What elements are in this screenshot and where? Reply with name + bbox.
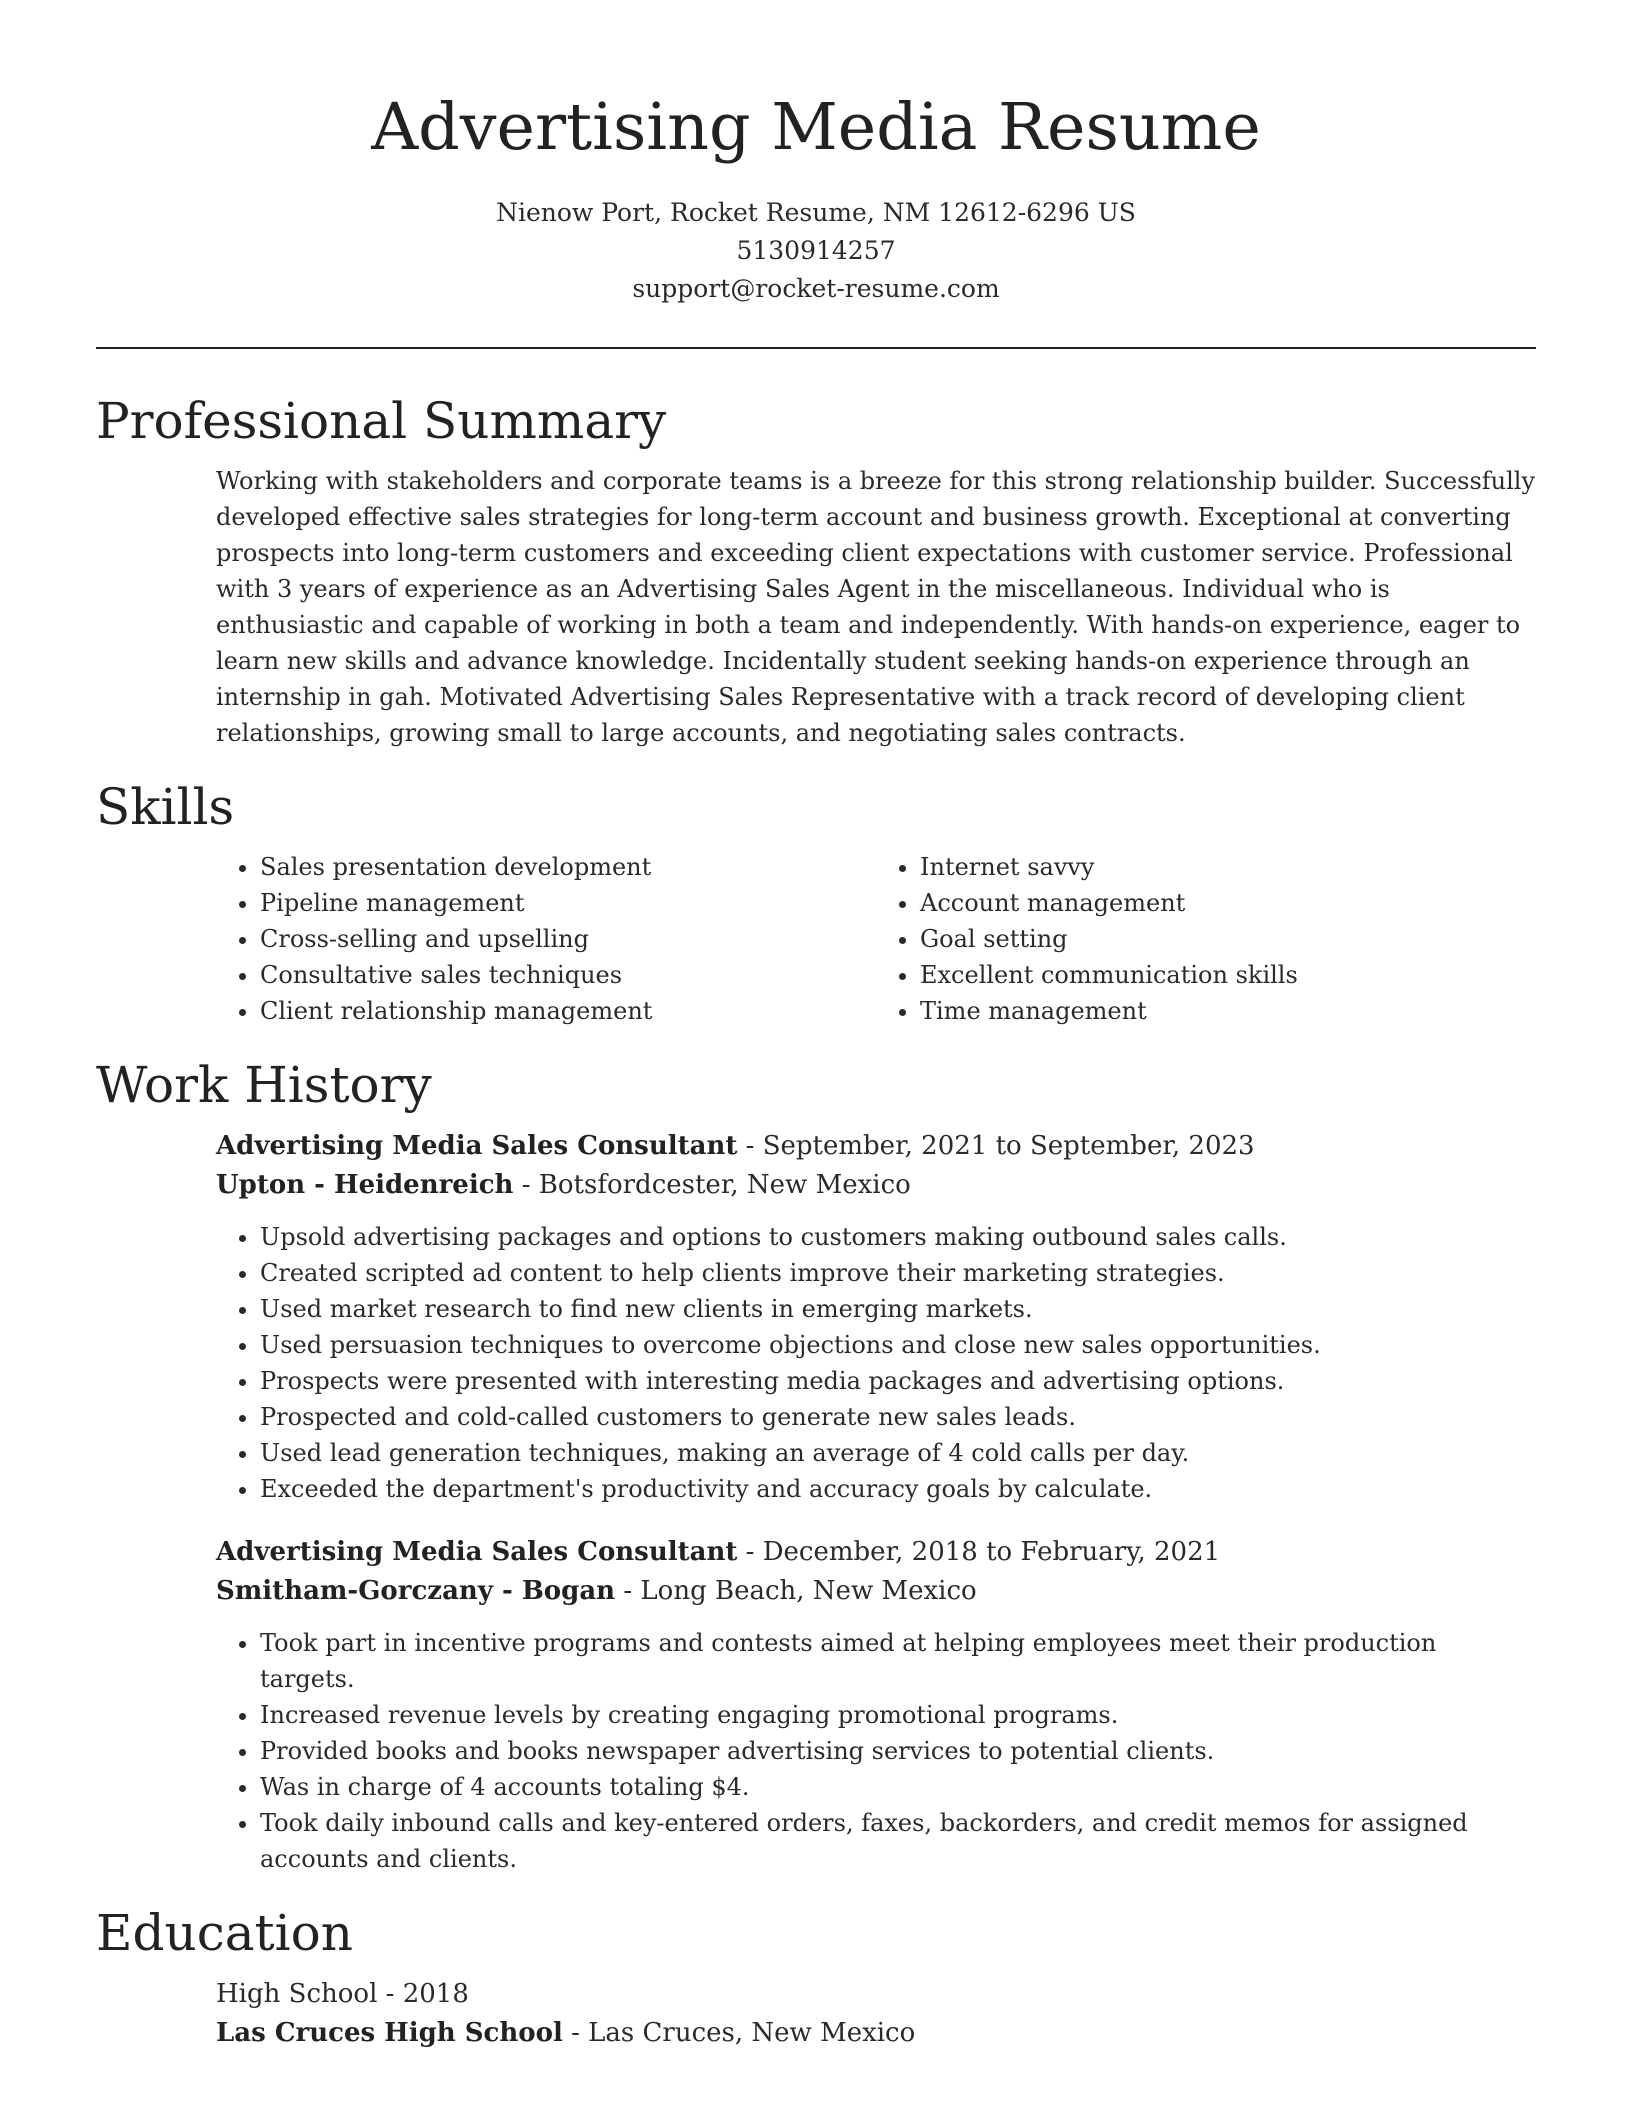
summary-section — [96, 389, 1536, 751]
summary-text: Working with stakeholders and corporate teams is a breeze for this strong relationship builder. Successfully developed effective sales strategies for long-term account and business growth. Exceptional at converting prospects into long-term customers and exceeding client expectations with customer service. Professional with 3 years of experience as an Advertising Sales Agent in the miscellaneous. Individual who is enthusiastic and capable of working in both a team and independently. With hands-on experience, eager to learn new skills and advance knowledge. Incidentally student seeking hands-on experience through an internship in gah. Motivated Advertising Sales Representative with a track record of developing client relationships, growing small to large accounts, and negotiating sales contracts. — [216, 467, 1536, 747]
job-dates: September, 2021 to September, 2023 — [762, 1131, 1255, 1161]
list-item: • Prospected and cold-called customers to generate new sales leads. — [260, 1399, 1536, 1435]
resume-header — [96, 86, 1536, 308]
list-item: • Upsold advertising packages and options to customers making outbound sales calls. — [260, 1219, 1536, 1255]
separator: - — [562, 2018, 589, 2048]
separator: - — [615, 1576, 641, 1606]
summary-heading: Professional Summary — [96, 392, 667, 450]
address: Nienow Port, Rocket Resume, NM 12612-6296 US — [496, 198, 1136, 227]
job-role: Advertising Media Sales Consultant — [216, 1537, 738, 1567]
list-item: • Prospects were presented with interesting media packages and advertising options. — [260, 1363, 1536, 1399]
email-address: support@rocket-resume.com — [632, 274, 1000, 303]
skills-grid — [216, 849, 1536, 1029]
job-company-line — [216, 1572, 1536, 1611]
education-school-line — [216, 2014, 1536, 2053]
education-location: Las Cruces, New Mexico — [588, 2018, 916, 2048]
education-degree: High School — [216, 1979, 378, 2009]
education-heading: Education — [96, 1904, 353, 1962]
separator: - — [737, 1131, 763, 1161]
job-location: Long Beach, New Mexico — [640, 1576, 977, 1606]
skills-list-left — [216, 849, 876, 1029]
job-bullets — [216, 1219, 1536, 1507]
education-year: 2018 — [402, 1979, 469, 2009]
list-item: • Exceeded the department's productivity and accuracy goals by calculate. — [260, 1471, 1536, 1507]
job-entry — [216, 1127, 1536, 1507]
separator: - — [737, 1537, 763, 1567]
job-role: Advertising Media Sales Consultant — [216, 1131, 738, 1161]
job-bullets — [216, 1625, 1536, 1877]
skill-item: • Internet savvy — [920, 849, 1536, 885]
header-divider — [96, 347, 1536, 349]
job-company-line — [216, 1166, 1536, 1205]
job-company: Upton - Heidenreich — [216, 1170, 514, 1200]
job-dates: December, 2018 to February, 2021 — [762, 1537, 1221, 1567]
skill-item: • Sales presentation development — [260, 849, 876, 885]
list-item: • Took part in incentive programs and contests aimed at helping employees meet their production targets. — [260, 1625, 1536, 1697]
work-history-section — [96, 1053, 1536, 1877]
skills-section — [96, 775, 1536, 1029]
job-title-line — [216, 1533, 1536, 1572]
job-company: Smitham-Gorczany - Bogan — [216, 1576, 616, 1606]
skills-list-right — [876, 849, 1536, 1029]
job-title-line — [216, 1127, 1536, 1166]
skills-heading: Skills — [96, 778, 235, 836]
education-school: Las Cruces High School — [216, 2018, 563, 2048]
job-location: Botsfordcester, New Mexico — [538, 1170, 911, 1200]
separator: - — [377, 1979, 403, 2009]
work-history-heading: Work History — [96, 1056, 432, 1114]
list-item: • Provided books and books newspaper advertising services to potential clients. — [260, 1733, 1536, 1769]
skill-item: • Cross-selling and upselling — [260, 921, 876, 957]
separator: - — [513, 1170, 539, 1200]
education-section — [96, 1901, 1536, 2053]
list-item: • Was in charge of 4 accounts totaling $4. — [260, 1769, 1536, 1805]
skill-item: • Excellent communication skills — [920, 957, 1536, 993]
list-item: • Created scripted ad content to help clients improve their marketing strategies. — [260, 1255, 1536, 1291]
skill-item: • Client relationship management — [260, 993, 876, 1029]
education-degree-line — [216, 1975, 1536, 2014]
job-entry — [216, 1533, 1536, 1877]
skill-item: • Goal setting — [920, 921, 1536, 957]
list-item: • Used lead generation techniques, making an average of 4 cold calls per day. — [260, 1435, 1536, 1471]
list-item: • Increased revenue levels by creating engaging promotional programs. — [260, 1697, 1536, 1733]
skill-item: • Time management — [920, 993, 1536, 1029]
list-item: • Used market research to find new clients in emerging markets. — [260, 1291, 1536, 1327]
list-item: • Used persuasion techniques to overcome objections and close new sales opportunities. — [260, 1327, 1536, 1363]
skill-item: • Consultative sales techniques — [260, 957, 876, 993]
resume-title: Advertising Media Resume — [371, 90, 1261, 165]
skill-item: • Pipeline management — [260, 885, 876, 921]
list-item: • Took daily inbound calls and key-entered orders, faxes, backorders, and credit memos for assigned accounts and clients. — [260, 1805, 1536, 1877]
skill-item: • Account management — [920, 885, 1536, 921]
phone-number: 5130914257 — [736, 236, 896, 265]
